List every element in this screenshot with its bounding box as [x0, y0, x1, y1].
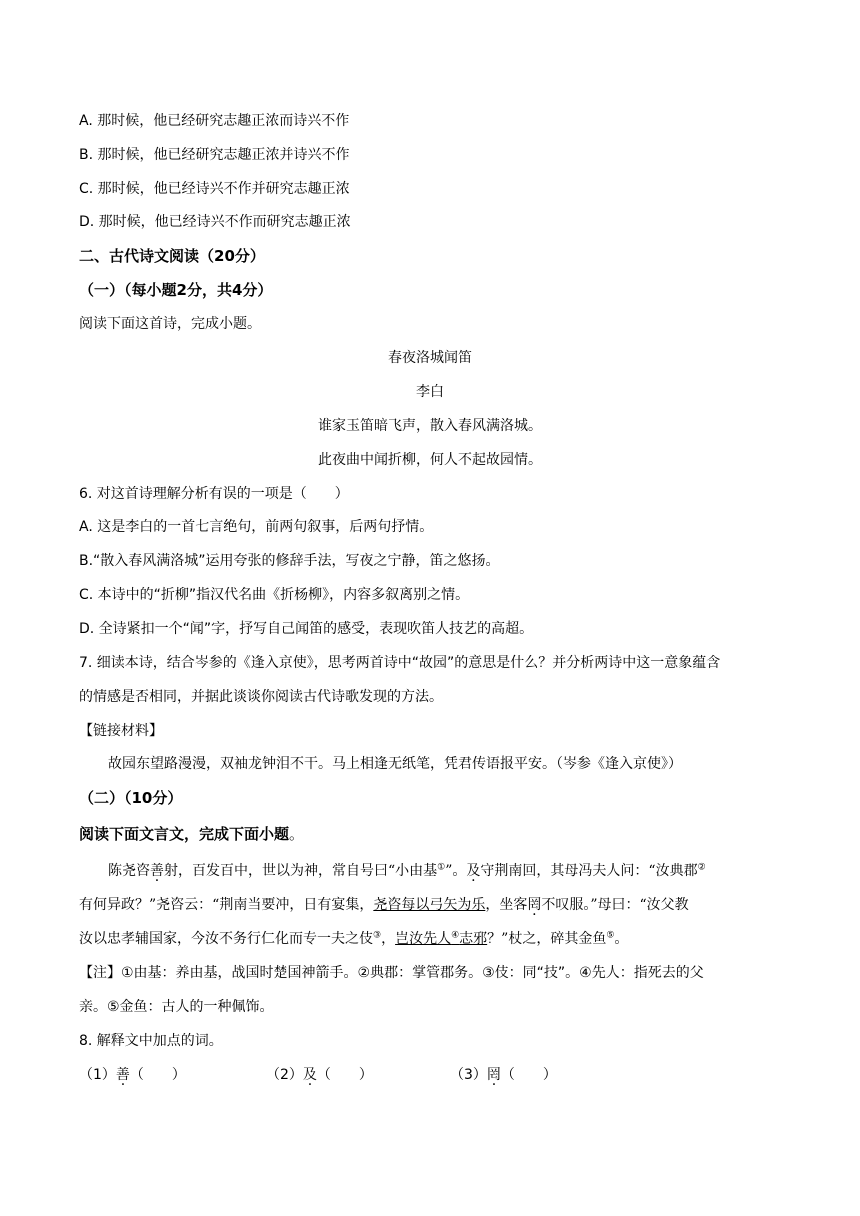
option-d: D. 那时候，他已经诗兴不作而研究志趣正浓	[79, 214, 351, 230]
question-8: 8. 解释文中加点的词。	[79, 1033, 223, 1049]
underlined-sentence-1: 尧咨每以弓矢为乐	[373, 897, 486, 913]
link-material-label: 【链接材料】	[79, 723, 163, 739]
question-7-line-1: 7. 细读本诗，结合岑参的《逢入京使》，思考两首诗中“故园”的意思是什么？并分析两诗中这一意象蕴含	[79, 655, 721, 671]
link-material-text: 故园东望路漫漫，双袖龙钟泪不干。马上相逢无纸笔，凭君传语报平安。（岑参《逢入京使》）	[108, 756, 682, 772]
question-7-line-2: 的情感是否相同，并据此谈谈你阅读古代诗歌发现的方法。	[79, 689, 443, 705]
notes-line-1: 【注】①由基：养由基，战国时楚国神箭手。②典郡：掌管郡务。③伎：同“技”。④先人：指死去的父	[79, 965, 704, 981]
question-6: 6. 对这首诗理解分析有误的一项是（ ）	[79, 486, 349, 502]
part2-instruction: 阅读下面文言文，完成下面小题。	[79, 825, 305, 843]
q8-item-3: （3）罔（ ）	[450, 1067, 557, 1083]
q6-option-a: A. 这是李白的一首七言绝句，前两句叙事，后两句抒情。	[79, 519, 434, 535]
option-a: A. 那时候，他已经研究志趣正浓而诗兴不作	[79, 113, 350, 129]
poem-author: 李白	[416, 384, 444, 400]
part1-instruction: 阅读下面这首诗，完成小题。	[79, 316, 261, 332]
q8-item-2: （2）及（ ）	[266, 1067, 373, 1083]
q6-option-d: D. 全诗紧扣一个“闻”字，抒写自己闻笛的感受，表现吹笛人技艺的高超。	[79, 621, 534, 637]
option-b: B. 那时候，他已经研究志趣正浓并诗兴不作	[79, 147, 350, 163]
section-heading: 二、古代诗文阅读（20分）	[79, 247, 265, 265]
emphasis-ji: 及	[466, 863, 481, 879]
passage-line-2: 有何异政？”尧咨云：“荆南当要冲，日有宴集，尧咨每以弓矢为乐，坐客罔不叹服。”母曰：“汝父教	[79, 897, 689, 913]
q6-option-b: B.“散入春风满洛城”运用夸张的修辞手法，写夜之宁静，笛之悠扬。	[79, 553, 500, 569]
poem-title: 春夜洛城闻笛	[388, 350, 472, 366]
underlined-sentence-2: 岂汝先人④志邪	[395, 930, 488, 947]
q8-item-1: （1）善（ ）	[79, 1067, 186, 1083]
poem-line-2: 此夜曲中闻折柳，何人不起故园情。	[318, 452, 542, 468]
passage-line-3: 汝以忠孝辅国家，今汝不务行仁化而专一夫之伎③，岂汝先人④志邪？”杖之，碎其金鱼⑤。	[79, 930, 629, 947]
notes-line-2: 亲。⑤金鱼：古人的一种佩饰。	[79, 999, 274, 1015]
part2-heading: （二）（10分）	[79, 789, 183, 807]
option-c: C. 那时候，他已经诗兴不作并研究志趣正浓	[79, 181, 350, 197]
emphasis-shan: 善	[150, 863, 164, 879]
poem-line-1: 谁家玉笛暗飞声，散入春风满洛城。	[318, 418, 542, 434]
q6-option-c: C. 本诗中的“折柳”指汉代名曲《折杨柳》，内容多叙离别之情。	[79, 587, 470, 603]
emphasis-wang: 罔	[527, 897, 542, 913]
passage-line-1: 陈尧咨善射，百发百中，世以为神，常自号曰“小由基①”。及守荆南回，其母冯夫人问：“汝典郡②	[108, 862, 706, 879]
part1-heading: （一）（每小题2分，共4分）	[79, 281, 273, 299]
